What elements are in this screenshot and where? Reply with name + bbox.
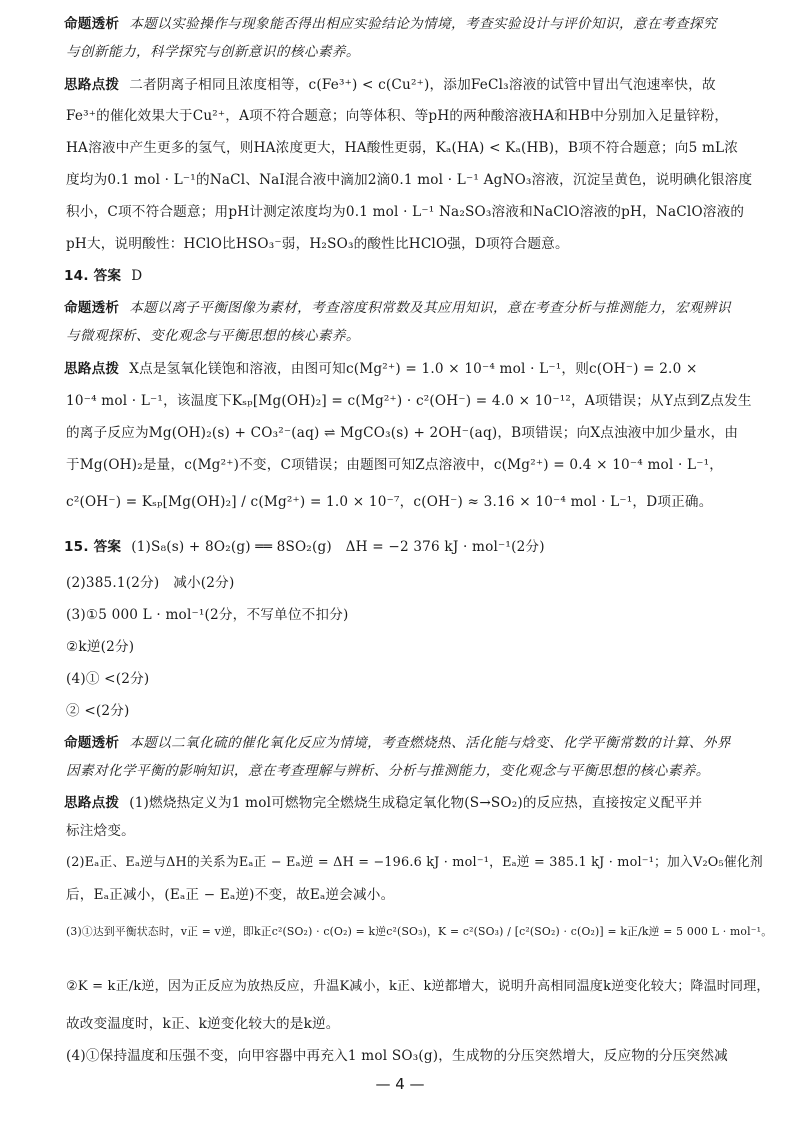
line-text: 因素对化学平衡的影响知识，意在考查理解与辨析、分析与推测能力，变化观念与平衡思想的核心素养。 [66,763,710,779]
text-line [66,701,766,721]
line-text: (1)燃烧热定义为1 mol可燃物完全燃烧生成稳定氧化物(S→SO₂)的反应热，直接按定义配平并 [129,795,703,811]
text-line [64,793,764,813]
section-label: 命题透析 [64,16,120,32]
text-line [64,14,764,34]
text-line [66,106,766,126]
text-line [66,1046,766,1066]
text-line [66,42,766,62]
line-text: 与微观探析、变化观念与平衡思想的核心素养。 [66,328,360,344]
text-line [66,761,766,781]
text-line [64,298,764,318]
line-text: (3)①5 000 L · mol⁻¹(2分，不写单位不扣分) [66,607,349,623]
text-line [66,637,766,657]
text-line [66,234,766,254]
text-line [66,922,773,942]
line-text: (2)Eₐ正、Eₐ逆与ΔH的关系为Eₐ正 − Eₐ逆 = ΔH = −196.6 kJ · mol⁻¹，Eₐ逆 = 385.1 kJ · mol⁻¹；加入V₂O₅催化剂 [66,855,763,870]
line-text: Fe³⁺的催化效果大于Cu²⁺，A项不符合题意；向等体积、等pH的两种酸溶液HA和HB中分别加入足量锌粉， [66,108,729,124]
section-label: 14. 答案 [64,268,122,284]
line-text: 后，Eₐ正减小，(Eₐ正 − Eₐ逆)不变，故Eₐ逆会减小。 [66,887,395,903]
text-line [66,573,766,593]
page-number: — 4 — [375,1075,425,1093]
line-text: HA溶液中产生更多的氢气，则HA浓度更大，HA酸性更弱，Kₐ(HA) < Kₐ(HB)，B项不符合题意；向5 mL浓 [66,140,739,156]
line-text: 本题以实验操作与现象能否得出相应实验结论为情境，考查实验设计与评价知识，意在考查探究 [129,16,717,32]
line-text: 的离子反应为Mg(OH)₂(s) + CO₃²⁻(aq) ⇌ MgCO₃(s) + 2OH⁻(aq)，B项错误；向X点浊液中加少量水，由 [66,425,739,441]
line-text: X点是氢氧化镁饱和溶液，由图可知c(Mg²⁺) = 1.0 × 10⁻⁴ mol · L⁻¹，则c(OH⁻) = 2.0 × [129,361,698,377]
line-text: ②k逆(2分) [66,639,135,655]
text-line [64,537,764,557]
text-line [66,170,766,190]
section-label: 思路点拨 [64,77,120,93]
text-line [66,1014,766,1034]
section-label: 命题透析 [64,735,120,751]
text-line [66,821,766,841]
line-text: D [131,268,143,284]
text-line [66,853,766,873]
text-line [66,423,766,443]
text-line [66,202,766,222]
line-text: 度均为0.1 mol · L⁻¹的NaCl、NaI混合液中滴加2滴0.1 mol · L⁻¹ AgNO₃溶液，沉淀呈黄色，说明碘化银溶度 [66,172,753,188]
text-line [66,669,766,689]
line-text: 本题以二氧化硫的催化氧化反应为情境，考查燃烧热、活化能与焓变、化学平衡常数的计算、外界 [129,735,731,751]
section-label: 思路点拨 [64,361,120,377]
line-text: 于Mg(OH)₂是量，c(Mg²⁺)不变，C项错误；由题图可知Z点溶液中，c(Mg²⁺) = 0.4 × 10⁻⁴ mol · L⁻¹， [66,457,724,473]
line-text: 故改变温度时，k正、k逆变化较大的是k逆。 [66,1016,340,1032]
text-line [66,885,766,905]
line-text: ②K = k正/k逆，因为正反应为放热反应，升温K减小，k正、k逆都增大，说明升高相同温度k逆变化较大；降温时同理， [66,979,770,994]
line-text: c²(OH⁻) = Kₛₚ[Mg(OH)₂] / c(Mg²⁺) = 1.0 × 10⁻⁷，c(OH⁻) ≈ 3.16 × 10⁻⁴ mol · L⁻¹，D项正确。 [66,494,713,510]
line-text: (1)S₈(s) + 8O₂(g) ══ 8SO₂(g) ΔH = −2 376 kJ · mol⁻¹(2分) [131,539,545,555]
section-label: 思路点拨 [64,795,120,811]
line-text: 积小，C项不符合题意；用pH计测定浓度均为0.1 mol · L⁻¹ Na₂SO₃溶液和NaClO溶液的pH，NaClO溶液的 [66,204,745,220]
line-text: pH大，说明酸性：HClO比HSO₃⁻弱，H₂SO₃的酸性比HClO强，D项符合题意。 [66,236,569,252]
line-text: (2)385.1(2分) 减小(2分) [66,575,235,591]
text-line [66,391,766,411]
line-text: 与创新能力，科学探究与创新意识的核心素养。 [66,44,360,60]
text-line [66,326,766,346]
line-text: ② <(2分) [66,703,130,719]
text-line [66,138,766,158]
section-label: 15. 答案 [64,539,122,555]
text-line [64,266,764,286]
text-line [66,977,770,997]
line-text: 标注焓变。 [66,823,135,839]
text-line [64,359,764,379]
text-line [66,605,766,625]
section-label: 命题透析 [64,300,120,316]
line-text: 二者阴离子相同且浓度相等，c(Fe³⁺) < c(Cu²⁺)，添加FeCl₃溶液的试管中冒出气泡速率快，故 [129,77,716,93]
text-line [66,492,766,512]
line-text: 10⁻⁴ mol · L⁻¹，该温度下Kₛₚ[Mg(OH)₂] = c(Mg²⁺) · c²(OH⁻) = 4.0 × 10⁻¹²，A项错误；从Y点到Z点发生 [66,393,752,409]
text-line [64,733,764,753]
text-line [64,75,764,95]
line-text: (4)①保持温度和压强不变，向甲容器中再充入1 mol SO₃(g)，生成物的分压突然增大，反应物的分压突然减 [66,1048,728,1064]
line-text: (4)① <(2分) [66,671,150,687]
text-line [66,455,766,475]
line-text: 本题以离子平衡图像为素材，考查溶度积常数及其应用知识，意在考查分析与推测能力，宏观辨识 [129,300,731,316]
line-text: (3)①达到平衡状态时，v正 = v逆，即k正c²(SO₂) · c(O₂) = k逆c²(SO₃)，K = c²(SO₃) / [c²(SO₂) · c(O₂)] = k正/k逆 = 5 000 L · mol⁻¹。 [66,925,773,938]
